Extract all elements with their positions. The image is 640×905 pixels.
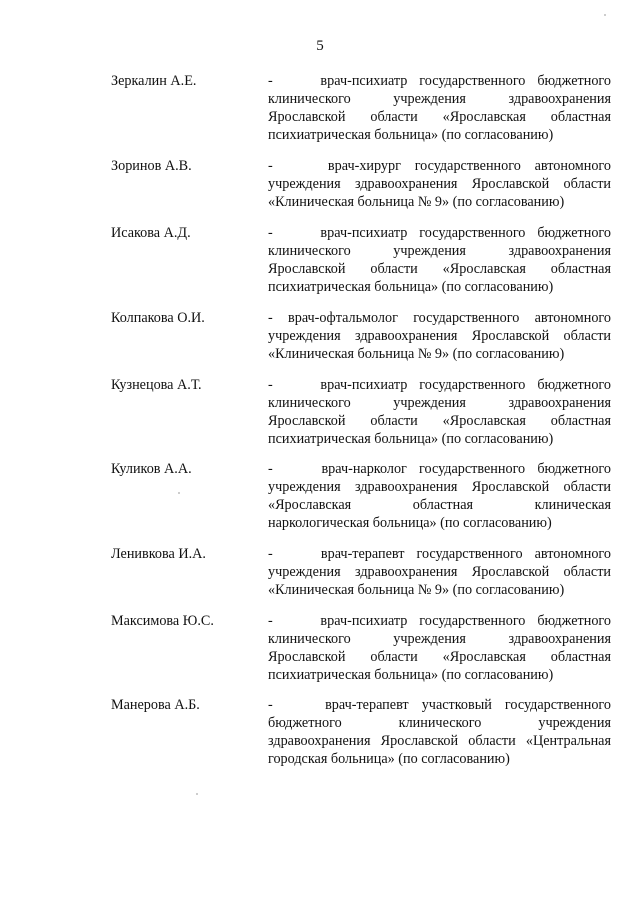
member-name: Манерова А.Б. <box>111 697 200 713</box>
scan-speck <box>604 14 606 16</box>
description-line: клинического учреждения здравоохранения <box>268 91 611 107</box>
description-line: - врач-терапевт участковый государственного <box>268 697 611 713</box>
description-line: «Ярославская областная клиническая <box>268 497 611 513</box>
description-line: - врач-терапевт государственного автономного <box>268 546 611 562</box>
description-line: психиатрическая больница» (по согласованию) <box>268 279 554 295</box>
description-line: Ярославской области «Ярославская областная <box>268 413 611 429</box>
member-name: Кузнецова А.Т. <box>111 377 202 393</box>
description-line: - врач-хирург государственного автономного <box>268 158 611 174</box>
description-line: учреждения здравоохранения Ярославской области <box>268 564 611 580</box>
description-line: Ярославской области «Ярославская областная <box>268 109 611 125</box>
description-line: «Клиническая больница № 9» (по согласованию) <box>268 194 565 210</box>
description-line: наркологическая больница» (по согласованию) <box>268 515 552 531</box>
page-number: 5 <box>316 38 324 54</box>
description-line: - врач-психиатр государственного бюджетного <box>268 225 611 241</box>
member-description <box>268 224 611 296</box>
description-line: бюджетного клинического учреждения <box>268 715 611 731</box>
description-line: Ярославской области «Ярославская областная <box>268 649 611 665</box>
member-name: Ленивкова И.А. <box>111 546 206 562</box>
description-line: психиатрическая больница» (по согласованию) <box>268 431 554 447</box>
member-description <box>268 376 611 448</box>
member-name: Куликов А.А. <box>111 461 192 477</box>
member-description <box>268 309 611 363</box>
member-description <box>268 545 611 599</box>
member-description <box>268 72 611 144</box>
description-line: клинического учреждения здравоохранения <box>268 631 611 647</box>
description-line: клинического учреждения здравоохранения <box>268 243 611 259</box>
description-line: - врач-психиатр государственного бюджетного <box>268 73 611 89</box>
member-description <box>268 612 611 684</box>
description-line: - врач-офтальмолог государственного автономного <box>268 310 611 326</box>
description-line: - врач-нарколог государственного бюджетного <box>268 461 611 477</box>
description-line: - врач-психиатр государственного бюджетного <box>268 613 611 629</box>
member-name: Колпакова О.И. <box>111 310 205 326</box>
member-description <box>268 460 611 532</box>
description-line: - врач-психиатр государственного бюджетного <box>268 377 611 393</box>
description-line: психиатрическая больница» (по согласованию) <box>268 667 554 683</box>
description-line: городская больница» (по согласованию) <box>268 751 510 767</box>
description-line: учреждения здравоохранения Ярославской области <box>268 176 611 192</box>
description-line: психиатрическая больница» (по согласованию) <box>268 127 554 143</box>
description-line: учреждения здравоохранения Ярославской области <box>268 328 611 344</box>
description-line: здравоохранения Ярославской области «Центральная <box>268 733 611 749</box>
description-line: учреждения здравоохранения Ярославской области <box>268 479 611 495</box>
member-description <box>268 696 611 768</box>
description-line: клинического учреждения здравоохранения <box>268 395 611 411</box>
member-name: Зоринов А.В. <box>111 158 192 174</box>
description-line: «Клиническая больница № 9» (по согласованию) <box>268 582 565 598</box>
member-name: Зеркалин А.Е. <box>111 73 197 89</box>
member-name: Максимова Ю.С. <box>111 613 214 629</box>
member-description <box>268 157 611 211</box>
description-line: Ярославской области «Ярославская областная <box>268 261 611 277</box>
scan-speck <box>178 492 180 494</box>
description-line: «Клиническая больница № 9» (по согласованию) <box>268 346 565 362</box>
member-name: Исакова А.Д. <box>111 225 191 241</box>
scan-speck <box>196 793 198 795</box>
